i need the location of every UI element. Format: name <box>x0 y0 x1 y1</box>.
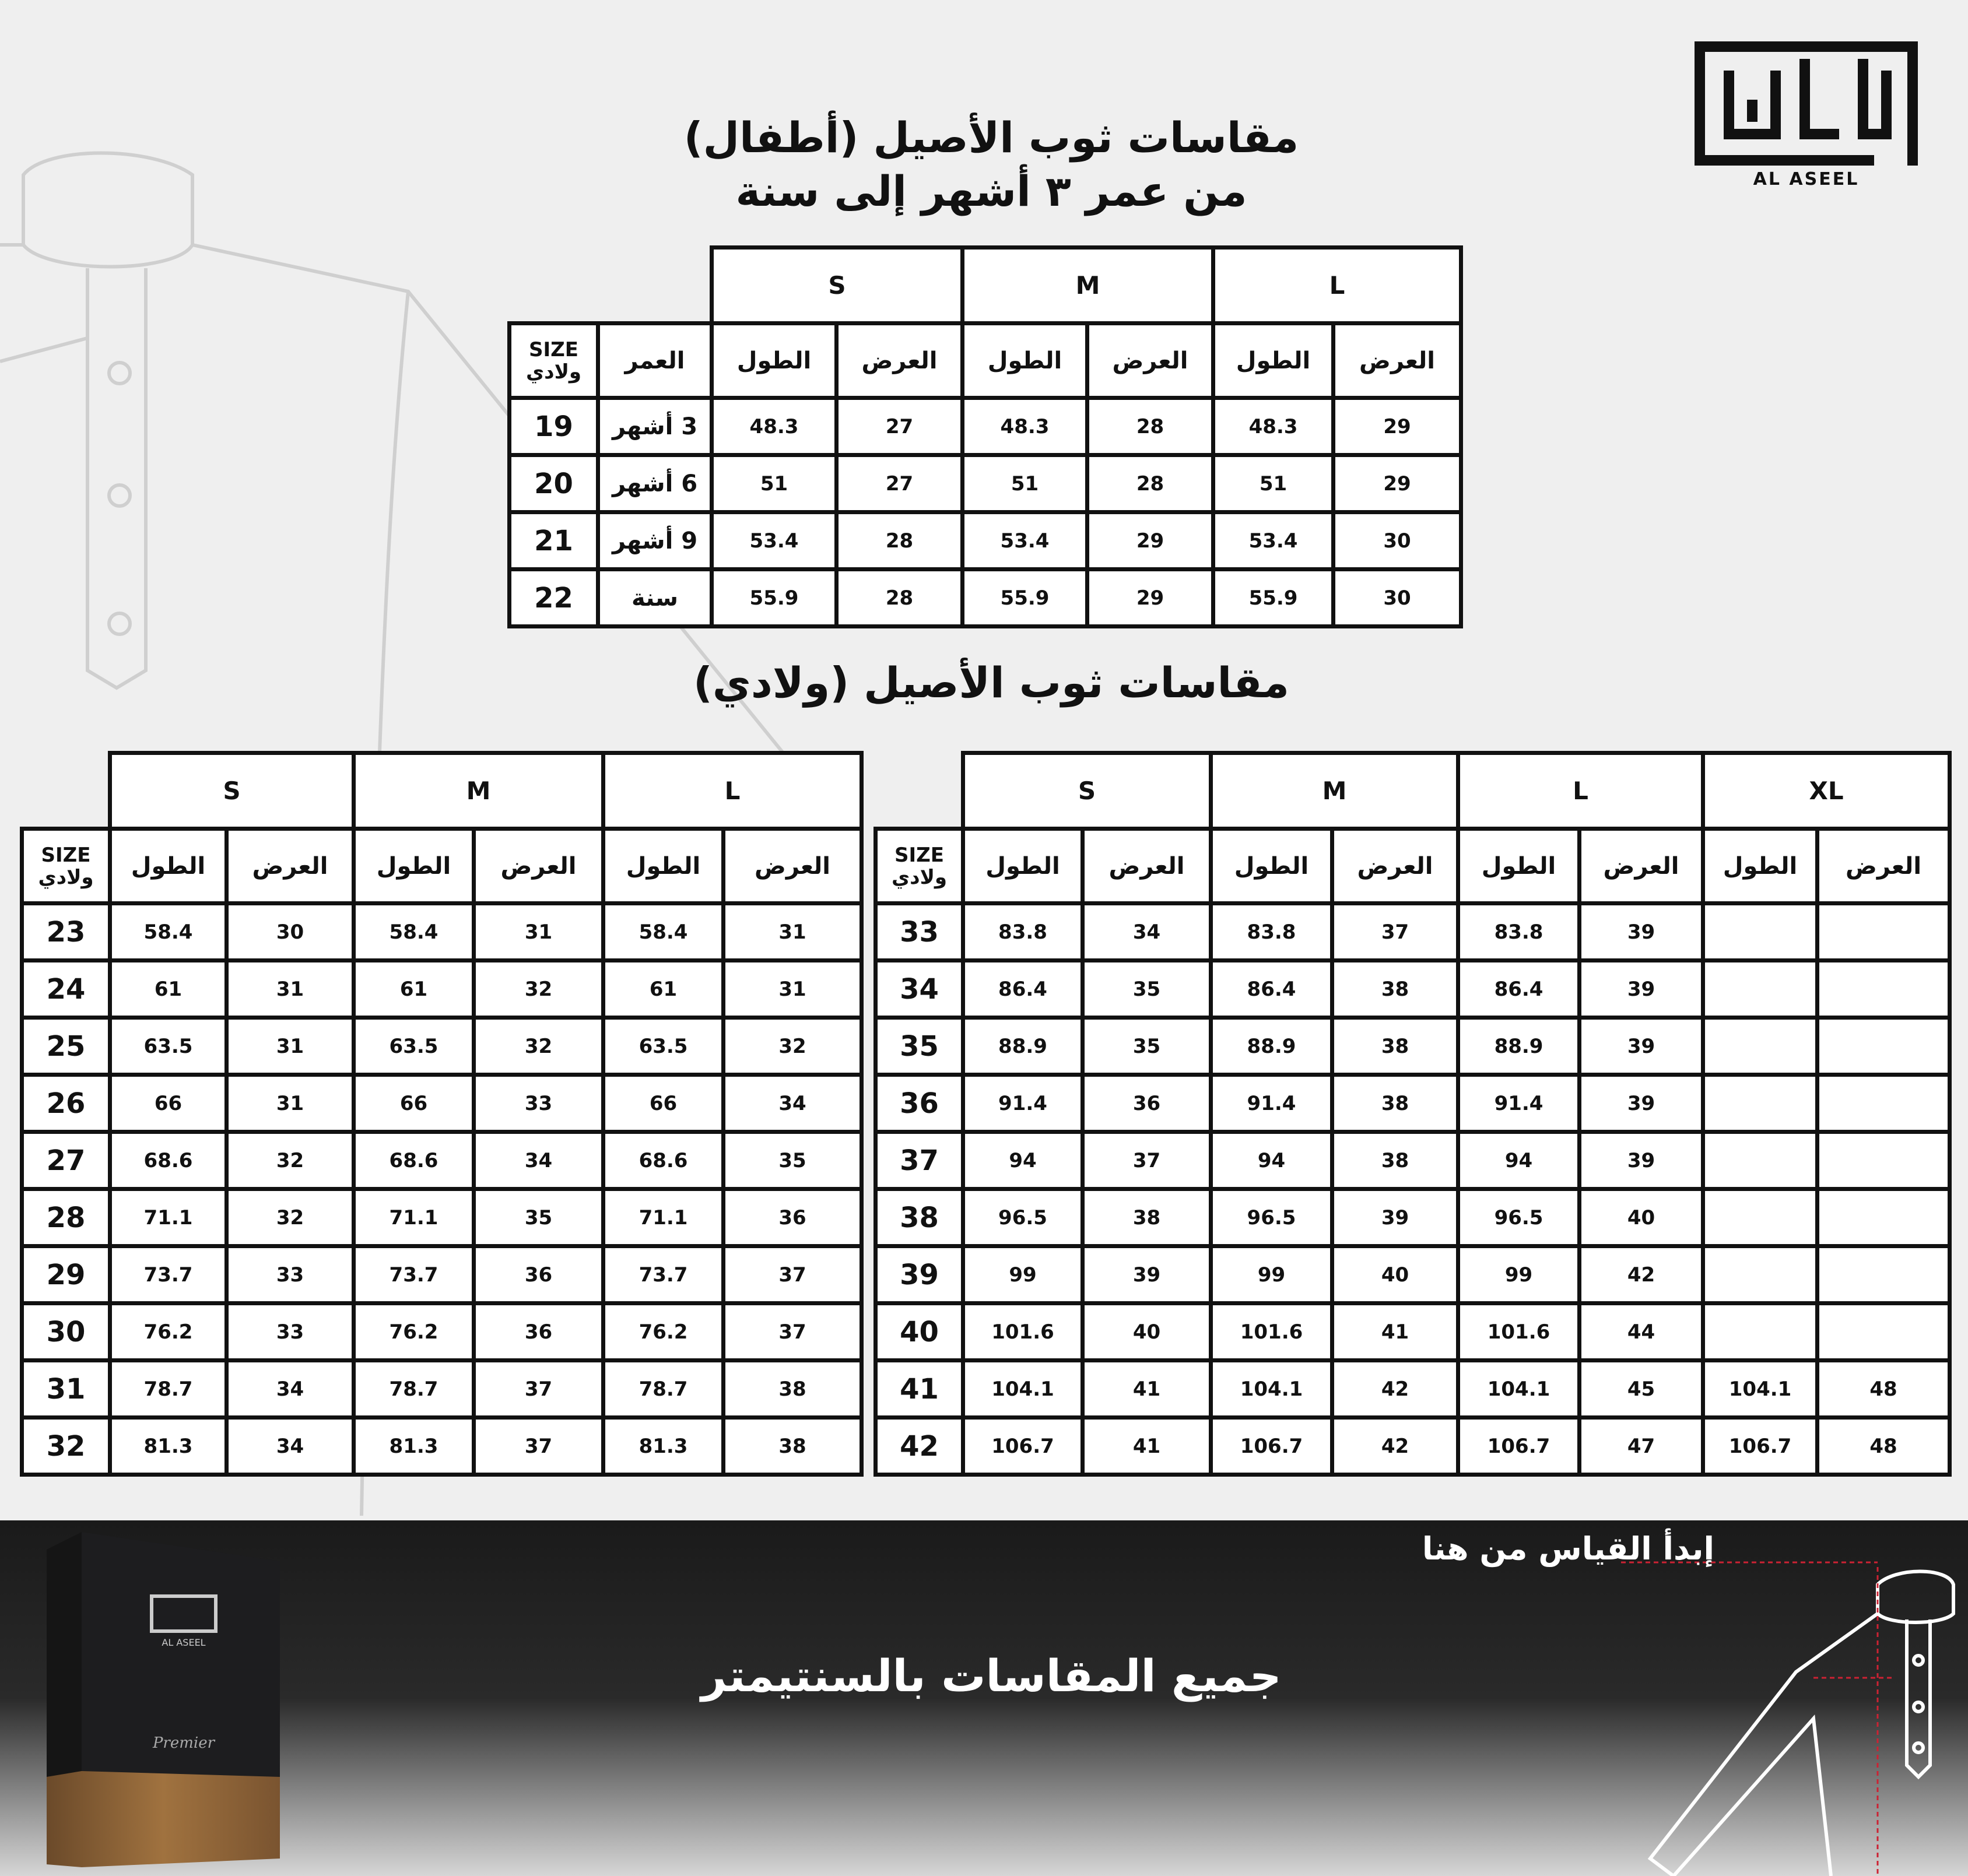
width-value-cell: 39 <box>1580 961 1703 1018</box>
width-value-cell: 44 <box>1580 1304 1703 1361</box>
size-number-cell: 40 <box>876 1304 963 1361</box>
length-value-cell <box>1703 1132 1818 1189</box>
width-value-cell: 38 <box>1332 1075 1458 1132</box>
length-value-cell: 48.3 <box>963 398 1088 455</box>
age-column-header: العمر <box>598 324 712 398</box>
table-row <box>510 570 1461 627</box>
length-value-cell: 66 <box>604 1075 724 1132</box>
table-row <box>876 904 1950 961</box>
width-value-cell: 31 <box>724 961 862 1018</box>
length-value-cell: 83.8 <box>963 904 1083 961</box>
all-in-cm-label: جميع المقاسات بالسنتيمتر <box>701 1650 1282 1702</box>
length-value-cell: 96.5 <box>1458 1189 1580 1246</box>
size-column-header <box>510 324 598 398</box>
width-value-cell: 38 <box>1332 961 1458 1018</box>
table-row <box>22 1189 862 1246</box>
width-value-cell: 30 <box>1334 570 1461 627</box>
size-number-cell: 25 <box>22 1018 110 1075</box>
length-value-cell: 51 <box>963 455 1088 512</box>
kids-title-line2: من عمر ٣ أشهر إلى سنة <box>735 167 1247 216</box>
width-value-cell: 39 <box>1083 1246 1211 1304</box>
length-value-cell: 104.1 <box>1211 1361 1332 1418</box>
width-value-cell: 29 <box>1088 570 1213 627</box>
length-value-cell: 66 <box>354 1075 474 1132</box>
table-row <box>876 1018 1950 1075</box>
width-column-header: العرض <box>837 324 963 398</box>
length-column-header: الطول <box>963 829 1083 904</box>
width-column-header: العرض <box>474 829 604 904</box>
size-number-cell: 20 <box>510 455 598 512</box>
table-row <box>22 1018 862 1075</box>
size-number-cell: 34 <box>876 961 963 1018</box>
size-group-l: L <box>1458 753 1703 829</box>
width-value-cell: 48 <box>1818 1361 1950 1418</box>
length-value-cell <box>1703 1075 1818 1132</box>
size-number-cell: 24 <box>22 961 110 1018</box>
width-value-cell: 35 <box>1083 961 1211 1018</box>
size-group-m: M <box>963 248 1213 324</box>
length-value-cell: 73.7 <box>604 1246 724 1304</box>
width-value-cell: 34 <box>1083 904 1211 961</box>
width-value-cell: 41 <box>1083 1418 1211 1475</box>
width-value-cell: 37 <box>474 1418 604 1475</box>
width-value-cell <box>1818 1075 1950 1132</box>
size-column-header <box>22 829 110 904</box>
length-value-cell: 101.6 <box>1458 1304 1580 1361</box>
table-row <box>876 1304 1950 1361</box>
width-value-cell: 30 <box>227 904 354 961</box>
length-value-cell: 63.5 <box>110 1018 227 1075</box>
size-number-cell: 32 <box>22 1418 110 1475</box>
width-value-cell: 32 <box>227 1189 354 1246</box>
length-column-header: الطول <box>963 324 1088 398</box>
length-column-header: الطول <box>1213 324 1334 398</box>
length-column-header: الطول <box>1703 829 1818 904</box>
width-value-cell: 41 <box>1332 1304 1458 1361</box>
width-value-cell: 38 <box>724 1361 862 1418</box>
length-value-cell: 55.9 <box>963 570 1088 627</box>
width-value-cell: 36 <box>724 1189 862 1246</box>
length-value-cell: 78.7 <box>110 1361 227 1418</box>
product-box-image <box>35 1526 303 1870</box>
length-value-cell: 48.3 <box>712 398 837 455</box>
width-value-cell: 34 <box>724 1075 862 1132</box>
width-value-cell: 34 <box>227 1418 354 1475</box>
size-number-cell: 26 <box>22 1075 110 1132</box>
length-value-cell: 96.5 <box>1211 1189 1332 1246</box>
width-column-header: العرض <box>1083 829 1211 904</box>
table-row <box>22 1418 862 1475</box>
width-value-cell: 42 <box>1332 1418 1458 1475</box>
table-row <box>510 512 1461 570</box>
length-value-cell <box>1703 961 1818 1018</box>
width-value-cell: 33 <box>474 1075 604 1132</box>
table-row <box>22 904 862 961</box>
size-number-cell: 21 <box>510 512 598 570</box>
width-value-cell <box>1818 1189 1950 1246</box>
size-number-cell: 19 <box>510 398 598 455</box>
length-value-cell: 81.3 <box>604 1418 724 1475</box>
size-header-ar: ولادي <box>38 865 94 889</box>
age-cell: 3 أشهر <box>598 398 712 455</box>
size-group-s: S <box>712 248 963 324</box>
start-measure-label: إبدأ القياس من هنا <box>1422 1530 1714 1567</box>
size-group-m: M <box>354 753 604 829</box>
logo-text: AL ASEEL <box>1753 169 1860 189</box>
column-header-row <box>876 829 1950 904</box>
size-group-l: L <box>604 753 862 829</box>
width-value-cell: 38 <box>724 1418 862 1475</box>
group-header-row <box>510 248 1461 324</box>
width-value-cell: 39 <box>1580 1075 1703 1132</box>
size-column-header <box>876 829 963 904</box>
width-value-cell: 28 <box>1088 455 1213 512</box>
width-value-cell: 40 <box>1580 1189 1703 1246</box>
thobe-measure-icon <box>1621 1532 1965 1876</box>
width-value-cell: 28 <box>837 512 963 570</box>
length-value-cell: 94 <box>1211 1132 1332 1189</box>
length-value-cell <box>1703 904 1818 961</box>
boys-title: مقاسات ثوب الأصيل (ولادي) <box>693 658 1289 707</box>
kids-title <box>641 111 1341 218</box>
size-number-cell: 23 <box>22 904 110 961</box>
length-value-cell: 101.6 <box>963 1304 1083 1361</box>
length-value-cell: 53.4 <box>1213 512 1334 570</box>
width-value-cell: 33 <box>227 1246 354 1304</box>
width-column-header: العرض <box>1818 829 1950 904</box>
table-row <box>876 1189 1950 1246</box>
kids-size-table <box>507 245 1463 628</box>
box-script-text: Premier <box>152 1734 215 1752</box>
age-cell: 6 أشهر <box>598 455 712 512</box>
size-group-s: S <box>963 753 1211 829</box>
length-value-cell: 73.7 <box>354 1246 474 1304</box>
length-value-cell: 91.4 <box>1458 1075 1580 1132</box>
width-value-cell: 27 <box>837 398 963 455</box>
length-value-cell: 55.9 <box>1213 570 1334 627</box>
table-row <box>510 455 1461 512</box>
length-value-cell: 66 <box>110 1075 227 1132</box>
length-value-cell: 71.1 <box>354 1189 474 1246</box>
width-column-header: العرض <box>1580 829 1703 904</box>
size-header-en: SIZE <box>894 843 945 867</box>
table-row <box>22 1075 862 1132</box>
length-value-cell: 88.9 <box>963 1018 1083 1075</box>
width-value-cell: 29 <box>1088 512 1213 570</box>
length-value-cell: 99 <box>1211 1246 1332 1304</box>
table-row <box>22 1304 862 1361</box>
width-value-cell: 42 <box>1332 1361 1458 1418</box>
width-value-cell: 27 <box>837 455 963 512</box>
length-value-cell: 53.4 <box>712 512 837 570</box>
length-value-cell: 68.6 <box>110 1132 227 1189</box>
length-value-cell: 58.4 <box>604 904 724 961</box>
size-group-m: M <box>1211 753 1458 829</box>
width-value-cell: 34 <box>474 1132 604 1189</box>
length-value-cell: 81.3 <box>354 1418 474 1475</box>
table-row <box>876 1418 1950 1475</box>
width-value-cell: 33 <box>227 1304 354 1361</box>
length-value-cell: 61 <box>354 961 474 1018</box>
width-value-cell: 48 <box>1818 1418 1950 1475</box>
length-value-cell: 55.9 <box>712 570 837 627</box>
table-row <box>876 1075 1950 1132</box>
width-value-cell: 32 <box>724 1018 862 1075</box>
width-value-cell: 37 <box>474 1361 604 1418</box>
length-value-cell: 76.2 <box>110 1304 227 1361</box>
width-value-cell: 31 <box>724 904 862 961</box>
width-value-cell: 35 <box>474 1189 604 1246</box>
length-value-cell: 76.2 <box>604 1304 724 1361</box>
width-value-cell: 36 <box>474 1304 604 1361</box>
header-spacer <box>876 753 963 829</box>
length-value-cell: 73.7 <box>110 1246 227 1304</box>
age-cell: سنة <box>598 570 712 627</box>
size-group-xl: XL <box>1703 753 1950 829</box>
width-value-cell: 40 <box>1332 1246 1458 1304</box>
size-number-cell: 39 <box>876 1246 963 1304</box>
width-column-header: العرض <box>1088 324 1213 398</box>
width-value-cell: 39 <box>1332 1189 1458 1246</box>
width-value-cell: 45 <box>1580 1361 1703 1418</box>
kids-title-line1: مقاسات ثوب الأصيل (أطفال) <box>683 113 1299 162</box>
header-spacer <box>598 248 712 324</box>
table-row <box>876 1361 1950 1418</box>
length-value-cell: 61 <box>110 961 227 1018</box>
size-header-ar: ولادي <box>525 360 582 384</box>
header-spacer <box>510 248 598 324</box>
width-value-cell: 39 <box>1580 1018 1703 1075</box>
size-group-l: L <box>1213 248 1461 324</box>
length-value-cell: 106.7 <box>1211 1418 1332 1475</box>
length-value-cell <box>1703 1246 1818 1304</box>
table-row <box>876 961 1950 1018</box>
width-value-cell: 32 <box>474 1018 604 1075</box>
length-value-cell: 86.4 <box>963 961 1083 1018</box>
size-number-cell: 42 <box>876 1418 963 1475</box>
width-value-cell: 36 <box>1083 1075 1211 1132</box>
length-value-cell: 53.4 <box>963 512 1088 570</box>
length-value-cell: 51 <box>712 455 837 512</box>
logo-mark-icon <box>1694 41 1918 166</box>
width-value-cell: 37 <box>724 1304 862 1361</box>
length-value-cell <box>1703 1304 1818 1361</box>
length-value-cell: 94 <box>963 1132 1083 1189</box>
width-value-cell: 34 <box>227 1361 354 1418</box>
width-value-cell <box>1818 1246 1950 1304</box>
width-column-header: العرض <box>1334 324 1461 398</box>
table-row <box>876 1246 1950 1304</box>
length-value-cell: 99 <box>1458 1246 1580 1304</box>
length-value-cell: 58.4 <box>354 904 474 961</box>
length-value-cell: 83.8 <box>1211 904 1332 961</box>
table-row <box>876 1132 1950 1189</box>
width-value-cell <box>1818 1018 1950 1075</box>
table-row <box>510 398 1461 455</box>
width-value-cell <box>1818 1132 1950 1189</box>
age-cell: 9 أشهر <box>598 512 712 570</box>
length-column-header: الطول <box>604 829 724 904</box>
width-value-cell: 47 <box>1580 1418 1703 1475</box>
size-number-cell: 31 <box>22 1361 110 1418</box>
size-number-cell: 41 <box>876 1361 963 1418</box>
size-number-cell: 28 <box>22 1189 110 1246</box>
width-value-cell: 31 <box>227 961 354 1018</box>
table-row <box>22 961 862 1018</box>
length-value-cell: 88.9 <box>1458 1018 1580 1075</box>
length-value-cell: 86.4 <box>1458 961 1580 1018</box>
width-value-cell: 32 <box>474 961 604 1018</box>
length-value-cell: 76.2 <box>354 1304 474 1361</box>
length-value-cell: 48.3 <box>1213 398 1334 455</box>
width-value-cell: 38 <box>1332 1018 1458 1075</box>
width-value-cell <box>1818 1304 1950 1361</box>
length-value-cell: 83.8 <box>1458 904 1580 961</box>
length-value-cell: 61 <box>604 961 724 1018</box>
length-value-cell: 106.7 <box>1458 1418 1580 1475</box>
size-number-cell: 35 <box>876 1018 963 1075</box>
length-value-cell: 94 <box>1458 1132 1580 1189</box>
length-value-cell: 68.6 <box>604 1132 724 1189</box>
length-value-cell: 78.7 <box>604 1361 724 1418</box>
length-column-header: الطول <box>712 324 837 398</box>
column-header-row <box>510 324 1461 398</box>
width-value-cell <box>1818 961 1950 1018</box>
width-value-cell: 28 <box>837 570 963 627</box>
width-value-cell: 30 <box>1334 512 1461 570</box>
length-column-header: الطول <box>110 829 227 904</box>
width-value-cell: 32 <box>227 1132 354 1189</box>
size-header-ar: ولادي <box>891 865 948 889</box>
size-number-cell: 30 <box>22 1304 110 1361</box>
width-value-cell: 37 <box>1332 904 1458 961</box>
width-value-cell: 38 <box>1332 1132 1458 1189</box>
size-header-en: SIZE <box>41 843 91 867</box>
width-column-header: العرض <box>227 829 354 904</box>
width-value-cell <box>1818 904 1950 961</box>
width-value-cell: 31 <box>474 904 604 961</box>
size-number-cell: 27 <box>22 1132 110 1189</box>
boys-size-table-small <box>20 751 864 1477</box>
width-value-cell: 38 <box>1083 1189 1211 1246</box>
size-number-cell: 36 <box>876 1075 963 1132</box>
header-spacer <box>22 753 110 829</box>
length-value-cell: 104.1 <box>1458 1361 1580 1418</box>
size-header-en: SIZE <box>528 338 579 361</box>
length-value-cell: 63.5 <box>354 1018 474 1075</box>
length-value-cell: 68.6 <box>354 1132 474 1189</box>
length-value-cell: 71.1 <box>110 1189 227 1246</box>
length-value-cell: 99 <box>963 1246 1083 1304</box>
length-value-cell: 96.5 <box>963 1189 1083 1246</box>
width-value-cell: 31 <box>227 1075 354 1132</box>
length-value-cell: 104.1 <box>963 1361 1083 1418</box>
column-header-row <box>22 829 862 904</box>
size-number-cell: 29 <box>22 1246 110 1304</box>
width-value-cell: 29 <box>1334 455 1461 512</box>
table-row <box>22 1132 862 1189</box>
width-value-cell: 35 <box>724 1132 862 1189</box>
length-value-cell: 101.6 <box>1211 1304 1332 1361</box>
length-value-cell: 51 <box>1213 455 1334 512</box>
length-column-header: الطول <box>1458 829 1580 904</box>
group-header-row <box>22 753 862 829</box>
length-value-cell: 71.1 <box>604 1189 724 1246</box>
width-value-cell: 29 <box>1334 398 1461 455</box>
length-value-cell: 81.3 <box>110 1418 227 1475</box>
length-value-cell <box>1703 1189 1818 1246</box>
size-number-cell: 37 <box>876 1132 963 1189</box>
width-column-header: العرض <box>724 829 862 904</box>
size-number-cell: 38 <box>876 1189 963 1246</box>
length-value-cell: 88.9 <box>1211 1018 1332 1075</box>
width-value-cell: 35 <box>1083 1018 1211 1075</box>
width-value-cell: 31 <box>227 1018 354 1075</box>
length-value-cell: 86.4 <box>1211 961 1332 1018</box>
width-value-cell: 28 <box>1088 398 1213 455</box>
width-value-cell: 39 <box>1580 1132 1703 1189</box>
width-value-cell: 40 <box>1083 1304 1211 1361</box>
width-column-header: العرض <box>1332 829 1458 904</box>
length-value-cell: 91.4 <box>1211 1075 1332 1132</box>
width-value-cell: 37 <box>1083 1132 1211 1189</box>
width-value-cell: 37 <box>724 1246 862 1304</box>
table-row <box>22 1361 862 1418</box>
width-value-cell: 39 <box>1580 904 1703 961</box>
size-number-cell: 33 <box>876 904 963 961</box>
length-value-cell: 106.7 <box>963 1418 1083 1475</box>
table-row <box>22 1246 862 1304</box>
brand-logo <box>1694 41 1918 189</box>
length-column-header: الطول <box>1211 829 1332 904</box>
boys-size-table-large <box>874 751 1952 1477</box>
box-logo-text: AL ASEEL <box>162 1637 206 1648</box>
length-value-cell <box>1703 1018 1818 1075</box>
length-value-cell: 63.5 <box>604 1018 724 1075</box>
length-column-header: الطول <box>354 829 474 904</box>
group-header-row <box>876 753 1950 829</box>
width-value-cell: 41 <box>1083 1361 1211 1418</box>
width-value-cell: 36 <box>474 1246 604 1304</box>
width-value-cell: 42 <box>1580 1246 1703 1304</box>
size-group-s: S <box>110 753 354 829</box>
size-number-cell: 22 <box>510 570 598 627</box>
length-value-cell: 58.4 <box>110 904 227 961</box>
length-value-cell: 104.1 <box>1703 1361 1818 1418</box>
length-value-cell: 91.4 <box>963 1075 1083 1132</box>
length-value-cell: 78.7 <box>354 1361 474 1418</box>
length-value-cell: 106.7 <box>1703 1418 1818 1475</box>
